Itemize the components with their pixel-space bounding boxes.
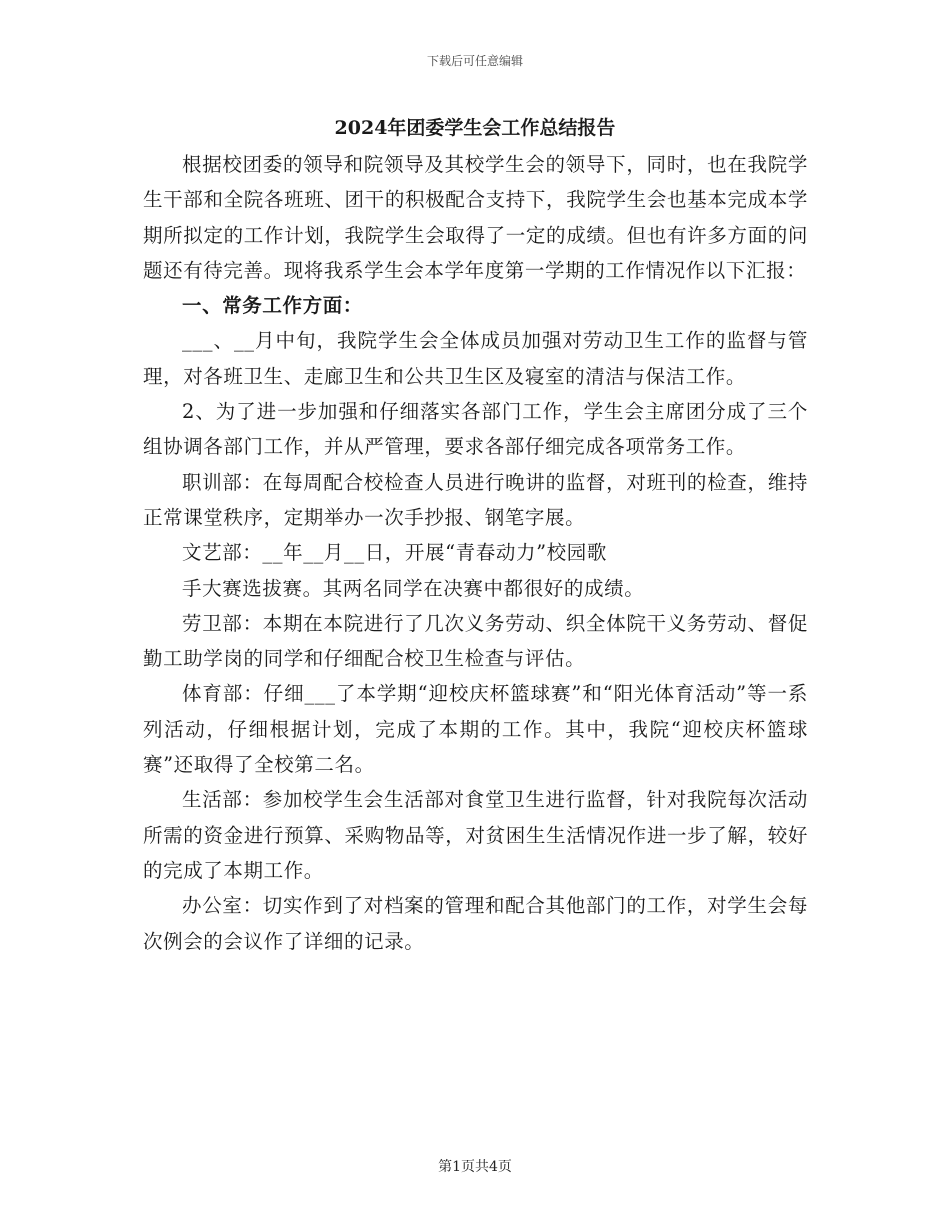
intro-paragraph: 根据校团委的领导和院领导及其校学生会的领导下，同时，也在我院学生干部和全院各班班、团干的积极配合支持下，我院学生会也基本完成本学期所拟定的工作计划，我院学生会取得了一定的成绩。但也有许多方面的问题还有待完善。现将我系学生会本学年度第一学期的工作情况作以下汇报： [143,153,808,282]
item-1-paragraph: ___、__月中旬，我院学生会全体成员加强对劳动卫生工作的监督与管理，对各班卫生、走廊卫生和公共卫生区及寝室的清洁与保洁工作。 [143,329,808,388]
training-dept-paragraph: 职训部：在每周配合校检查人员进行晚讲的监督，对班刊的检查，维持正常课堂秩序，定期举办一次手抄报、钢笔字展。 [143,470,808,529]
page-number: 第1页共4页 [438,1159,512,1175]
section-heading: 一、常务工作方面： [182,294,363,318]
header-note: 下载后可任意编辑 [426,54,523,68]
sports-dept-paragraph: 体育部：仔细___了本学期“迎校庆杯篮球赛”和“阳光体育活动”等一系列活动，仔细根据计划，完成了本期的工作。其中，我院“迎校庆杯篮球赛”还取得了全校第二名。 [143,682,808,777]
item-2-paragraph: 2、为了进一步加强和仔细落实各部门工作，学生会主席团分成了三个组协调各部门工作，并从严管理，要求各部仔细完成各项常务工作。 [143,400,808,459]
life-dept-paragraph: 生活部：参加校学生会生活部对食堂卫生进行监督，针对我院每次活动所需的资金进行预算、采购物品等，对贫困生生活情况作进一步了解，较好的完成了本期工作。 [143,788,808,882]
labor-dept-paragraph: 劳卫部：本期在本院进行了几次义务劳动、织全体院干义务劳动、督促勤工助学岗的同学和仔细配合校卫生检查与评估。 [143,611,808,671]
document-title: 2024年团委学生会工作总结报告 [334,117,616,139]
arts-dept-continued-paragraph: 手大赛选拔赛。其两名同学在决赛中都很好的成绩。 [182,576,645,600]
office-paragraph: 办公室：切实作到了对档案的管理和配合其他部门的工作，对学生会每次例会的会议作了详细的记录。 [143,894,808,953]
arts-dept-paragraph: 文艺部：__年__月__日，开展“青春动力”校园歌 [182,541,607,565]
document-body [143,147,808,959]
